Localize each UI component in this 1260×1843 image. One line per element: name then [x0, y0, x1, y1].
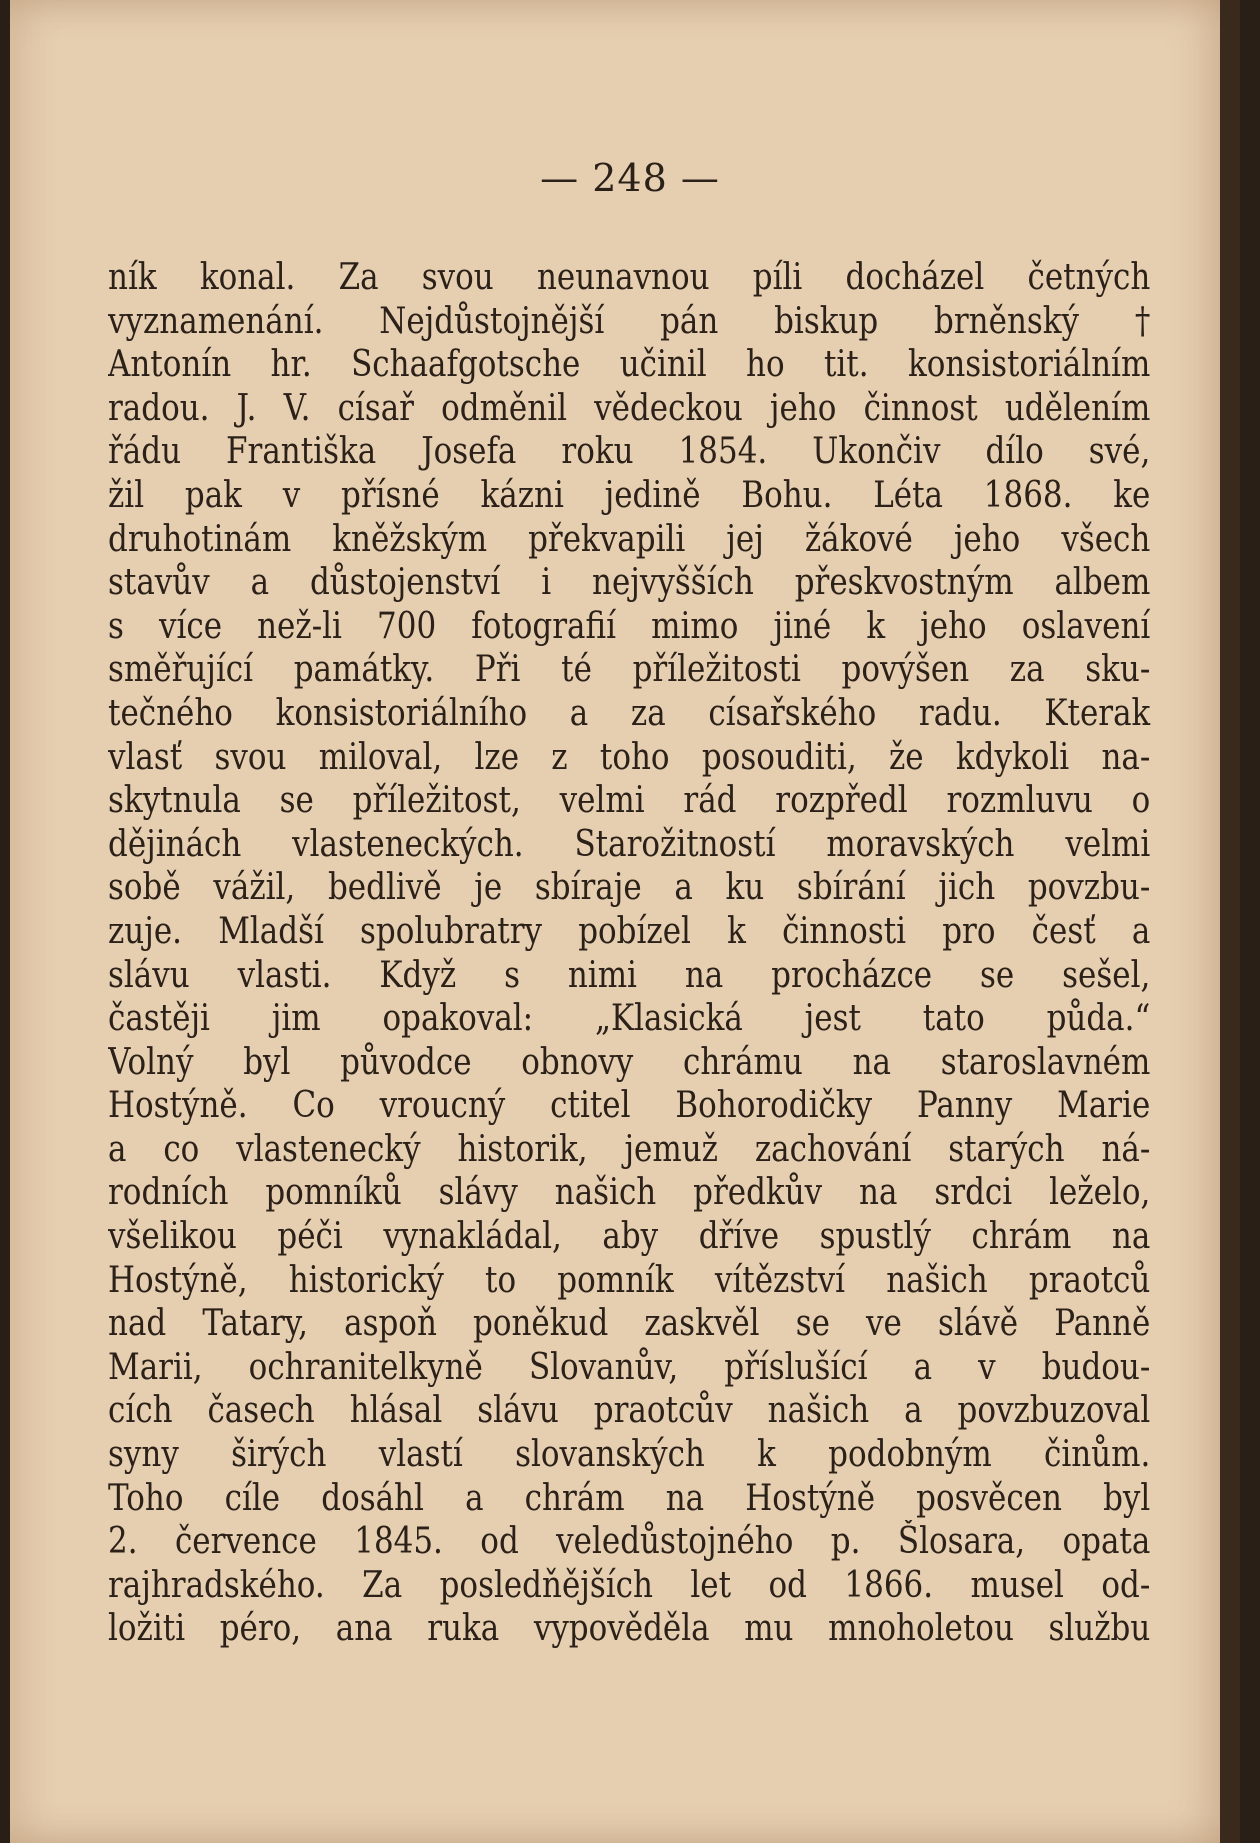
- text-line: slávu vlasti. Když s nimi na procházce se sešel,: [108, 954, 1151, 996]
- text-line: sobě vážil, bedlivě je sbíraje a ku sbírání jich povzbu-: [108, 867, 1151, 909]
- text-line: dějinách vlasteneckých. Starožitností moravských velmi: [108, 823, 1151, 865]
- text-line: směřující památky. Při té příležitosti povýšen za sku-: [108, 649, 1151, 691]
- text-line: nad Tatary, aspoň poněkud zaskvěl se ve slávě Panně: [108, 1303, 1151, 1345]
- text-line: rajhradského. Za posledňějších let od 1866. musel od-: [108, 1564, 1151, 1606]
- text-line: vlasť svou miloval, lze z toho posouditi, že kdykoli na-: [108, 736, 1151, 778]
- text-line: Hostýně. Co vroucný ctitel Bohorodičky Panny Marie: [108, 1085, 1151, 1127]
- text-line: Hostýně, historický to pomník vítězství našich praotců: [108, 1259, 1151, 1301]
- text-line: cích časech hlásal slávu praotcův našich a povzbuzoval: [108, 1390, 1151, 1432]
- text-line: syny širých vlastí slovanských k podobným činům.: [108, 1434, 1151, 1476]
- text-line: zuje. Mladší spolubratry pobízel k činnosti pro česť a: [108, 910, 1151, 952]
- text-line: všelikou péči vynakládal, aby dříve spustlý chrám na: [108, 1216, 1151, 1258]
- text-line: Antonín hr. Schaafgotsche učinil ho tit. konsistoriálním: [108, 344, 1151, 386]
- text-line: s více než-li 700 fotografií mimo jiné k jeho oslavení: [108, 605, 1151, 647]
- text-line: radou. J. V. císař odměnil vědeckou jeho činnost udělením: [108, 387, 1151, 429]
- text-line: skytnula se příležitost, velmi rád rozpředl rozmluvu o: [108, 780, 1151, 822]
- text-line: rodních pomníků slávy našich předkův na srdci leželo,: [108, 1172, 1151, 1214]
- page-edge-shadow: [1220, 0, 1240, 1843]
- text-line: druhotinám kněžským překvapili jej žákové jeho všech: [108, 518, 1151, 560]
- text-line: ložiti péro, ana ruka vypověděla mu mnoholetou službu: [108, 1608, 1151, 1650]
- text-line: a co vlastenecký historik, jemuž zachování starých ná-: [108, 1128, 1151, 1170]
- page-number: — 248 —: [540, 156, 720, 200]
- text-line: řádu Františka Josefa roku 1854. Ukončiv dílo své,: [108, 431, 1151, 473]
- text-line: Marii, ochranitelkyně Slovanův, příslušící a v budou-: [108, 1346, 1151, 1388]
- text-line: vyznamenání. Nejdůstojnější pán biskup brněnský †: [108, 300, 1151, 342]
- text-line: Volný byl původce obnovy chrámu na staroslavném: [108, 1041, 1151, 1083]
- text-line: žil pak v přísné kázni jedině Bohu. Léta 1868. ke: [108, 474, 1151, 516]
- text-line: tečného konsistoriálního a za císařského radu. Kterak: [108, 692, 1151, 734]
- text-line: ník konal. Za svou neunavnou píli docházel četných: [108, 257, 1151, 298]
- text-line: stavův a důstojenství i nejvyšších přeskvostným albem: [108, 562, 1151, 604]
- text-line: Toho cíle dosáhl a chrám na Hostýně posvěcen byl: [108, 1477, 1151, 1519]
- text-line: 2. července 1845. od veledůstojného p. Šlosara, opata: [108, 1521, 1151, 1563]
- text-line: častěji jim opakoval: „Klasická jest tato půda.“: [108, 998, 1151, 1040]
- body-text: [108, 256, 1150, 1651]
